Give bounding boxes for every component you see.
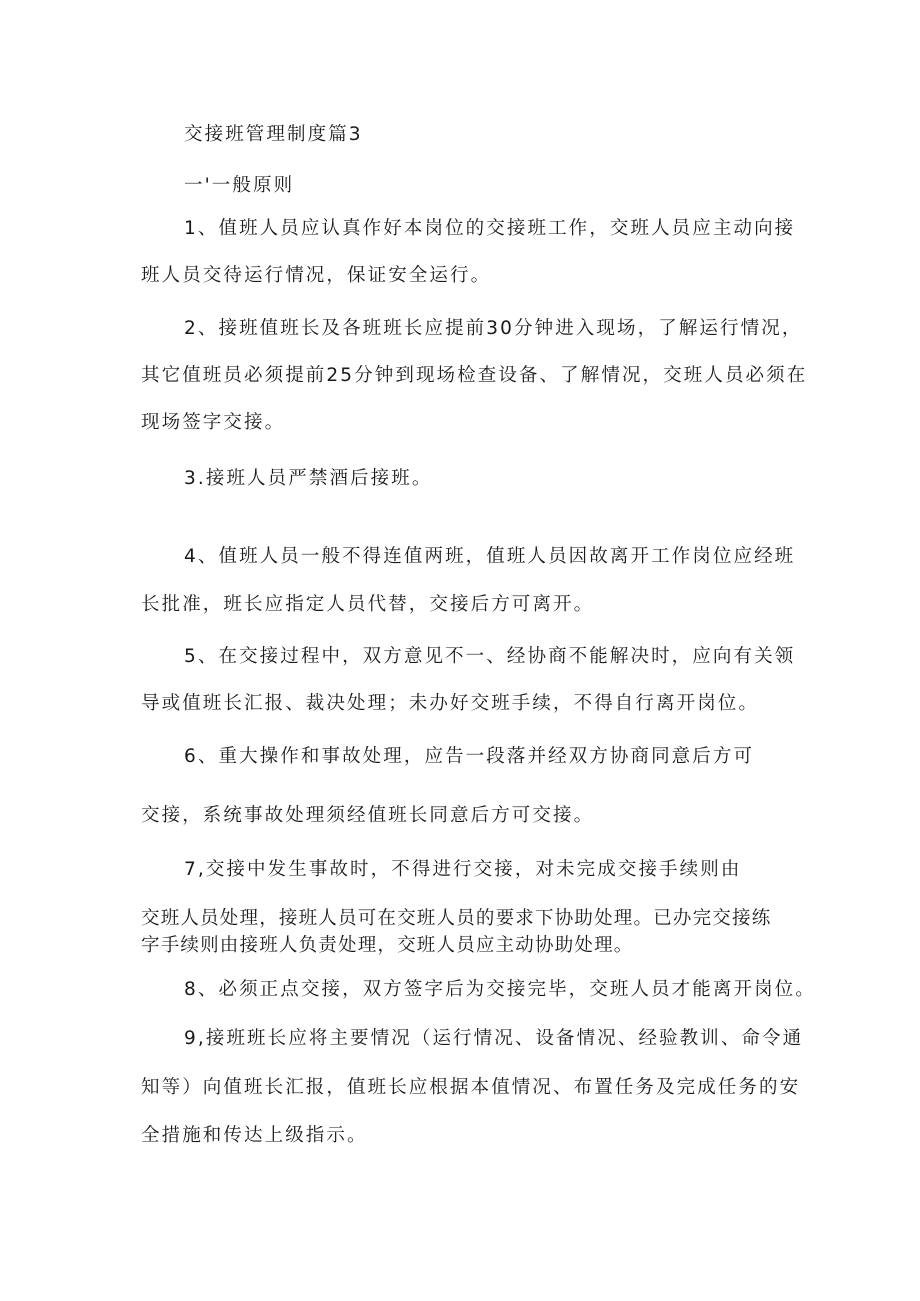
paragraph-3-line-1: 3.接班人员严禁酒后接班。 bbox=[184, 468, 433, 489]
paragraph-9-line-3: 全措施和传达上级指示。 bbox=[141, 1125, 368, 1146]
paragraph-6-line-2: 交接，系统事故处理须经值班长同意后方可交接。 bbox=[141, 805, 595, 826]
paragraph-6-line-1: 6、重大操作和事故处理，应告一段落并经双方协商同意后方可 bbox=[184, 746, 755, 767]
document-title: 交接班管理制度篇3 bbox=[184, 124, 363, 145]
paragraph-1-line-2: 班人员交待运行情况，保证安全运行。 bbox=[141, 265, 492, 286]
paragraph-7-line-1: 7,交接中发生事故时，不得进行交接，对未完成交接手续则由 bbox=[184, 859, 742, 880]
paragraph-9-line-1: 9,接班班长应将主要情况（运行情况、设备情况、经验教训、命令通 bbox=[184, 1028, 804, 1049]
paragraph-5-line-1: 5、在交接过程中，双方意见不一、经协商不能解决时，应向有关领 bbox=[184, 646, 796, 667]
paragraph-4-line-1: 4、值班人员一般不得连值两班，值班人员因故离开工作岗位应经班 bbox=[184, 546, 796, 567]
paragraph-7-line-3: 字手续则由接班人负责处理，交班人员应主动协助处理。 bbox=[141, 935, 634, 956]
paragraph-2-line-3: 现场签字交接。 bbox=[141, 412, 286, 433]
paragraph-2-line-2: 其它值班员必须提前25分钟到现场检查设备、了解情况，交班人员必须在 bbox=[141, 365, 808, 386]
paragraph-4-line-2: 长批准，班长应指定人员代替，交接后方可离开。 bbox=[141, 594, 595, 615]
paragraph-8-line-1: 8、必须正点交接，双方签字后为交接完毕，交班人员才能离开岗位。 bbox=[184, 979, 816, 1000]
paragraph-1-line-1: 1、值班人员应认真作好本岗位的交接班工作，交班人员应主动向接 bbox=[184, 218, 796, 239]
paragraph-7-line-2: 交班人员处理，接班人员可在交班人员的要求下协助处理。已办完交接练 bbox=[141, 908, 772, 929]
paragraph-9-line-2: 知等）向值班长汇报，值班长应根据本值情况、布置任务及完成任务的安 bbox=[141, 1077, 801, 1098]
paragraph-2-line-1: 2、接班值班长及各班班长应提前30分钟进入现场，了解运行情况， bbox=[184, 318, 803, 339]
section-heading: 一'一般原则 bbox=[184, 175, 295, 196]
paragraph-5-line-2: 导或值班长汇报、裁决处理；未办好交班手续，不得自行离开岗位。 bbox=[141, 693, 760, 714]
